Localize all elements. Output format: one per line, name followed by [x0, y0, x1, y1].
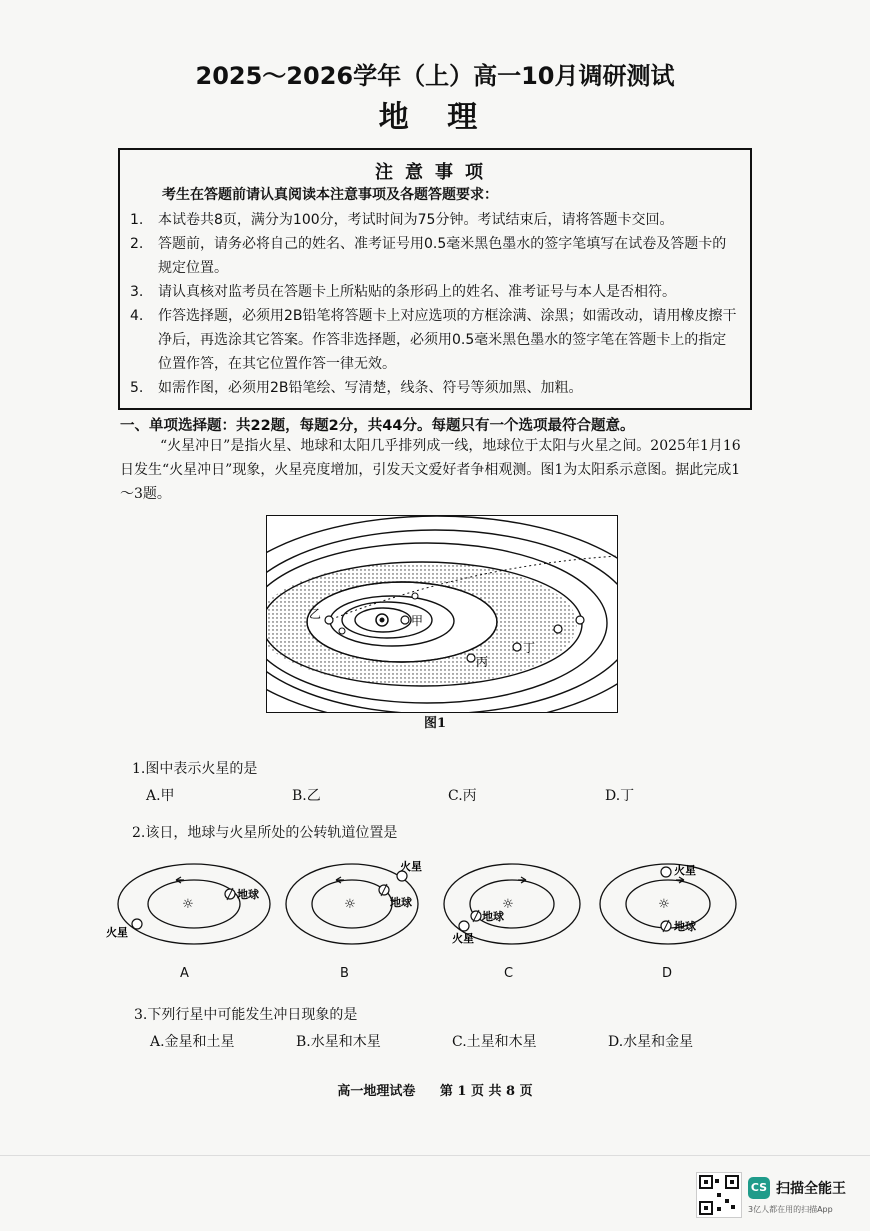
q3-option-d: D.水星和金星 [608, 1034, 694, 1050]
mars-label: 火星 [106, 926, 128, 939]
mars-dot [661, 867, 671, 877]
label-jia: 甲 [411, 614, 424, 628]
brand-tagline: 3亿人都在用的扫描App [748, 1205, 833, 1214]
question-3-stem: 3.下列行星中可能发生冲日现象的是 [134, 1007, 358, 1023]
q2-option-d: D [662, 966, 673, 981]
notice-num: 4. [130, 308, 144, 324]
q1-option-d: D.丁 [605, 788, 635, 804]
solar-system-figure [266, 515, 618, 713]
notice-text: 请认真核对监考员在答题卡上所粘贴的条形码上的姓名、准考证号与本人是否相符。 [158, 284, 676, 300]
cs-logo-icon: CS [748, 1177, 770, 1199]
footer-exam: 高一地理试卷 [337, 1084, 416, 1099]
earth-icon [661, 920, 671, 932]
notice-intro: 考生在答题前请认真阅读本注意事项及各题答题要求： [162, 187, 498, 203]
orbit-diagram-c [440, 858, 590, 948]
planet-outer [554, 625, 562, 633]
figure-caption: 图1 [423, 716, 447, 731]
notice-num: 2. [130, 236, 144, 252]
mars-dot [132, 919, 142, 929]
q3-option-c: C.土星和木星 [452, 1034, 537, 1050]
notice-box [118, 148, 752, 410]
q3-option-a: A.金星和土星 [150, 1034, 235, 1050]
notice-text: 如需作图，必须用2B铅笔绘、写清楚，线条、符号等须加黑、加粗。 [158, 380, 583, 396]
sun-icon [376, 614, 388, 626]
notice-text: 作答选择题，必须用2B铅笔将答题卡上对应选项的方框涂满、涂黑；如需改动，请用橡皮擦干净后，再选涂其它答案。作答非选择题，必须用0.5毫米黑色墨水的签字笔在答题卡上的指定位置作答，在其它位置作答一律无效。 [158, 308, 737, 372]
earth-icon [471, 910, 481, 922]
mars-label: 火星 [400, 860, 422, 873]
notice-title: 注意事项 [375, 162, 495, 183]
exam-title: 2025～2026学年（上）高一10月调研测试 [195, 62, 675, 90]
orbit-diagram-b [282, 858, 432, 948]
q2-option-b: B [340, 966, 349, 981]
planet-ding [513, 643, 521, 651]
label-bing: 丙 [476, 655, 489, 669]
mars-label: 火星 [452, 932, 474, 945]
planet-yi [325, 616, 333, 624]
sun-icon: ☼ [502, 897, 514, 912]
mars-label: 火星 [674, 864, 696, 877]
notice-num: 5. [130, 380, 144, 396]
orbit-diagram-d [596, 858, 756, 948]
mars-dot [459, 921, 469, 931]
divider [0, 1155, 870, 1156]
notice-num: 3. [130, 284, 144, 300]
question-2-stem: 2.该日，地球与火星所处的公转轨道位置是 [132, 825, 398, 841]
notice-item [130, 280, 740, 304]
sun-icon: ☼ [182, 897, 194, 912]
earth-label: 地球 [482, 910, 504, 923]
label-ding: 丁 [523, 641, 536, 655]
notice-item [130, 232, 740, 280]
notice-list [130, 208, 740, 400]
question-intro: “火星冲日”是指火星、地球和太阳几乎排列成一线，地球位于太阳与火星之间。2025年1月16日发生“火星冲日”现象，火星亮度增加，引发天文爱好者争相观测。图1为太阳系示意图。据此完成1～3题。 [120, 438, 741, 502]
earth-label: 地球 [237, 888, 259, 901]
notice-item [130, 376, 740, 400]
qr-code-icon [696, 1172, 742, 1218]
section-heading: 一、单项选择题：共22题，每题2分，共44分。每题只有一个选项最符合题意。 [120, 418, 635, 434]
subject-title: 地 理 [378, 100, 492, 135]
planet-small-2 [339, 628, 345, 634]
q2-option-a: A [180, 966, 189, 981]
solar-system-diagram [267, 516, 617, 712]
notice-text: 答题前，请务必将自己的姓名、准考证号用0.5毫米黑色墨水的签字笔填写在试卷及答题卡的规定位置。 [158, 236, 727, 276]
earth-label: 地球 [674, 920, 696, 933]
sun-icon: ☼ [344, 897, 356, 912]
q1-option-b: B.乙 [292, 788, 321, 804]
earth-icon [379, 884, 389, 896]
earth-label: 地球 [390, 896, 412, 909]
planet-bing [467, 654, 475, 662]
notice-text: 本试卷共8页，满分为100分，考试时间为75分钟。考试结束后，请将答题卡交回。 [158, 212, 674, 228]
q1-option-a: A.甲 [146, 788, 175, 804]
label-yi: 乙 [309, 607, 322, 621]
question-1-stem: 1.图中表示火星的是 [132, 761, 258, 777]
q1-option-c: C.丙 [448, 788, 477, 804]
planet-jia [401, 616, 409, 624]
notice-num: 1. [130, 212, 144, 228]
planet-small [412, 593, 418, 599]
notice-item [130, 208, 740, 232]
page-footer [0, 1080, 870, 1099]
planet-outer-2 [576, 616, 584, 624]
earth-icon [225, 888, 235, 900]
orbit-diagram-a [106, 858, 276, 948]
q2-option-c: C [504, 966, 514, 981]
q3-option-b: B.水星和木星 [296, 1034, 381, 1050]
sun-icon: ☼ [658, 897, 670, 912]
brand-name: 扫描全能王 [776, 1181, 846, 1197]
notice-item [130, 304, 740, 376]
footer-page: 第 1 页 共 8 页 [439, 1084, 533, 1099]
